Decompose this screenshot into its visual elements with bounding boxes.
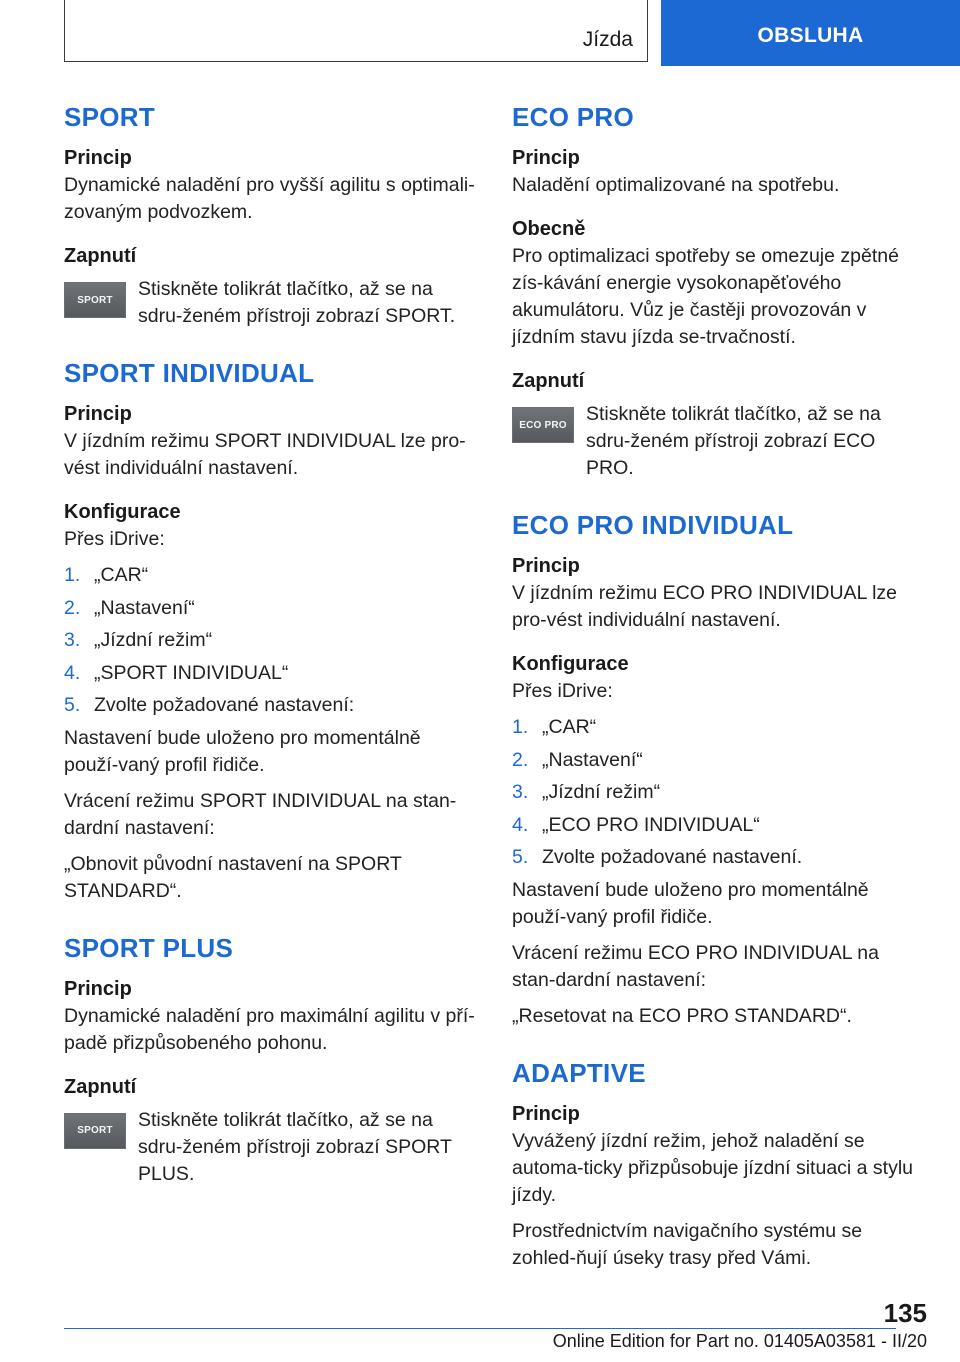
subheading-configuration: Konfigurace — [512, 653, 629, 675]
instruction-text: Stiskněte tolikrát tlačítko, až se na sdru-ženém přístroji zobrazí ECO PRO. — [586, 403, 881, 479]
right-column — [512, 100, 924, 1272]
button-label: SPORT — [77, 294, 113, 306]
subheading-principle: Princip — [512, 147, 580, 169]
list-item: 4. „SPORT INDIVIDUAL“ — [64, 661, 289, 684]
footer-divider — [64, 1328, 896, 1329]
left-column — [64, 100, 476, 1188]
section-heading-eco-pro: ECO PRO — [512, 102, 635, 132]
principle-text: Dynamické naladění pro vyšší agilitu s optimali-zovaným podvozkem. — [64, 174, 475, 223]
general-text: Pro optimalizaci spotřeby se omezuje zpětné zís-kávání energie vysokonapěťového akumulátoru. Vůz je častěji provozován v jízdním stavu jízda se-trvačností. — [512, 245, 899, 348]
button-label: ECO PRO — [519, 419, 567, 431]
chapter-tab: OBSLUHA — [661, 0, 960, 66]
note-text: Vrácení režimu SPORT INDIVIDUAL na stan-dardní nastavení: — [64, 789, 457, 839]
note-text: „Obnovit původní nastavení na SPORT STANDARD“. — [64, 852, 402, 902]
subheading-principle: Princip — [64, 977, 132, 1000]
config-intro: Přes iDrive: — [64, 528, 165, 550]
button-instruction — [64, 1107, 476, 1188]
principle-text: V jízdním režimu SPORT INDIVIDUAL lze pro-vést individuální nastavení. — [64, 430, 466, 479]
button-instruction — [512, 401, 924, 482]
principle-text: Naladění optimalizované na spotřebu. — [512, 174, 840, 196]
navigation-text: Prostřednictvím navigačního systému se zohled-ňují úseky trasy před Vámi. — [512, 1219, 863, 1269]
subheading-principle: Princip — [64, 403, 132, 425]
instruction-text: Stiskněte tolikrát tlačítko, až se na sdru-ženém přístroji zobrazí SPORT PLUS. — [138, 1108, 452, 1185]
subheading-configuration: Konfigurace — [64, 501, 181, 523]
steps-list — [512, 714, 924, 871]
section-heading-adaptive: ADAPTIVE — [512, 1057, 646, 1088]
subheading-on: Zapnutí — [64, 1075, 137, 1098]
list-item: 4. „ECO PRO INDIVIDUAL“ — [512, 813, 760, 836]
list-item: 1. „CAR“ — [64, 564, 149, 586]
list-item: 5. Zvolte požadované nastavení: — [64, 694, 355, 716]
subheading-on: Zapnutí — [64, 245, 137, 267]
list-item: 5. Zvolte požadované nastavení. — [512, 846, 803, 868]
list-item: 2. „Nastavení“ — [512, 748, 643, 771]
principle-text: V jízdním režimu ECO PRO INDIVIDUAL lze pro-vést individuální nastavení. — [512, 582, 898, 631]
section-title: Jízda — [582, 28, 633, 51]
section-heading-sport-plus: SPORT PLUS — [64, 932, 234, 963]
button-instruction — [64, 276, 476, 330]
eco-pro-button-image — [512, 407, 574, 443]
section-heading-sport: SPORT — [64, 102, 156, 132]
section-heading-eco-pro-individual: ECO PRO INDIVIDUAL — [512, 510, 794, 540]
subheading-principle: Princip — [64, 147, 132, 169]
subheading-general: Obecně — [512, 218, 586, 240]
list-item: 2. „Nastavení“ — [64, 596, 195, 619]
note-text: Nastavení bude uloženo pro momentálně použí-vaný profil řidiče. — [64, 726, 421, 776]
page-header — [0, 0, 960, 66]
section-tab — [64, 0, 648, 62]
note-text: Nastavení bude uloženo pro momentálně použí-vaný profil řidiče. — [512, 878, 869, 928]
list-item: 3. „Jízdní režim“ — [64, 629, 213, 651]
section-heading-sport-individual: SPORT INDIVIDUAL — [64, 358, 315, 388]
instruction-text: Stiskněte tolikrát tlačítko, až se na sdru-ženém přístroji zobrazí SPORT. — [138, 278, 456, 327]
sport-button-image — [64, 282, 126, 318]
steps-list — [64, 562, 476, 719]
button-label: SPORT — [77, 1125, 113, 1136]
note-text: „Resetovat na ECO PRO STANDARD“. — [512, 1004, 852, 1027]
sport-button-image — [64, 1113, 126, 1149]
principle-text: Dynamické naladění pro maximální agilitu v pří-padě přizpůsobeného pohonu. — [64, 1004, 475, 1054]
page-number: 135 — [883, 1298, 927, 1328]
list-item: 1. „CAR“ — [512, 716, 597, 738]
subheading-on: Zapnutí — [512, 370, 585, 392]
principle-text: Vyvážený jízdní režim, jehož naladění se automa-ticky přizpůsobuje jízdní situaci a stylu jízdy. — [512, 1129, 914, 1206]
subheading-principle: Princip — [512, 555, 580, 577]
edition-text: Online Edition for Part no. 01405A03581 - II/20 — [552, 1331, 927, 1351]
subheading-principle: Princip — [512, 1102, 580, 1125]
list-item: 3. „Jízdní režim“ — [512, 781, 661, 803]
config-intro: Přes iDrive: — [512, 680, 613, 702]
note-text: Vrácení režimu ECO PRO INDIVIDUAL na stan-dardní nastavení: — [512, 941, 879, 991]
